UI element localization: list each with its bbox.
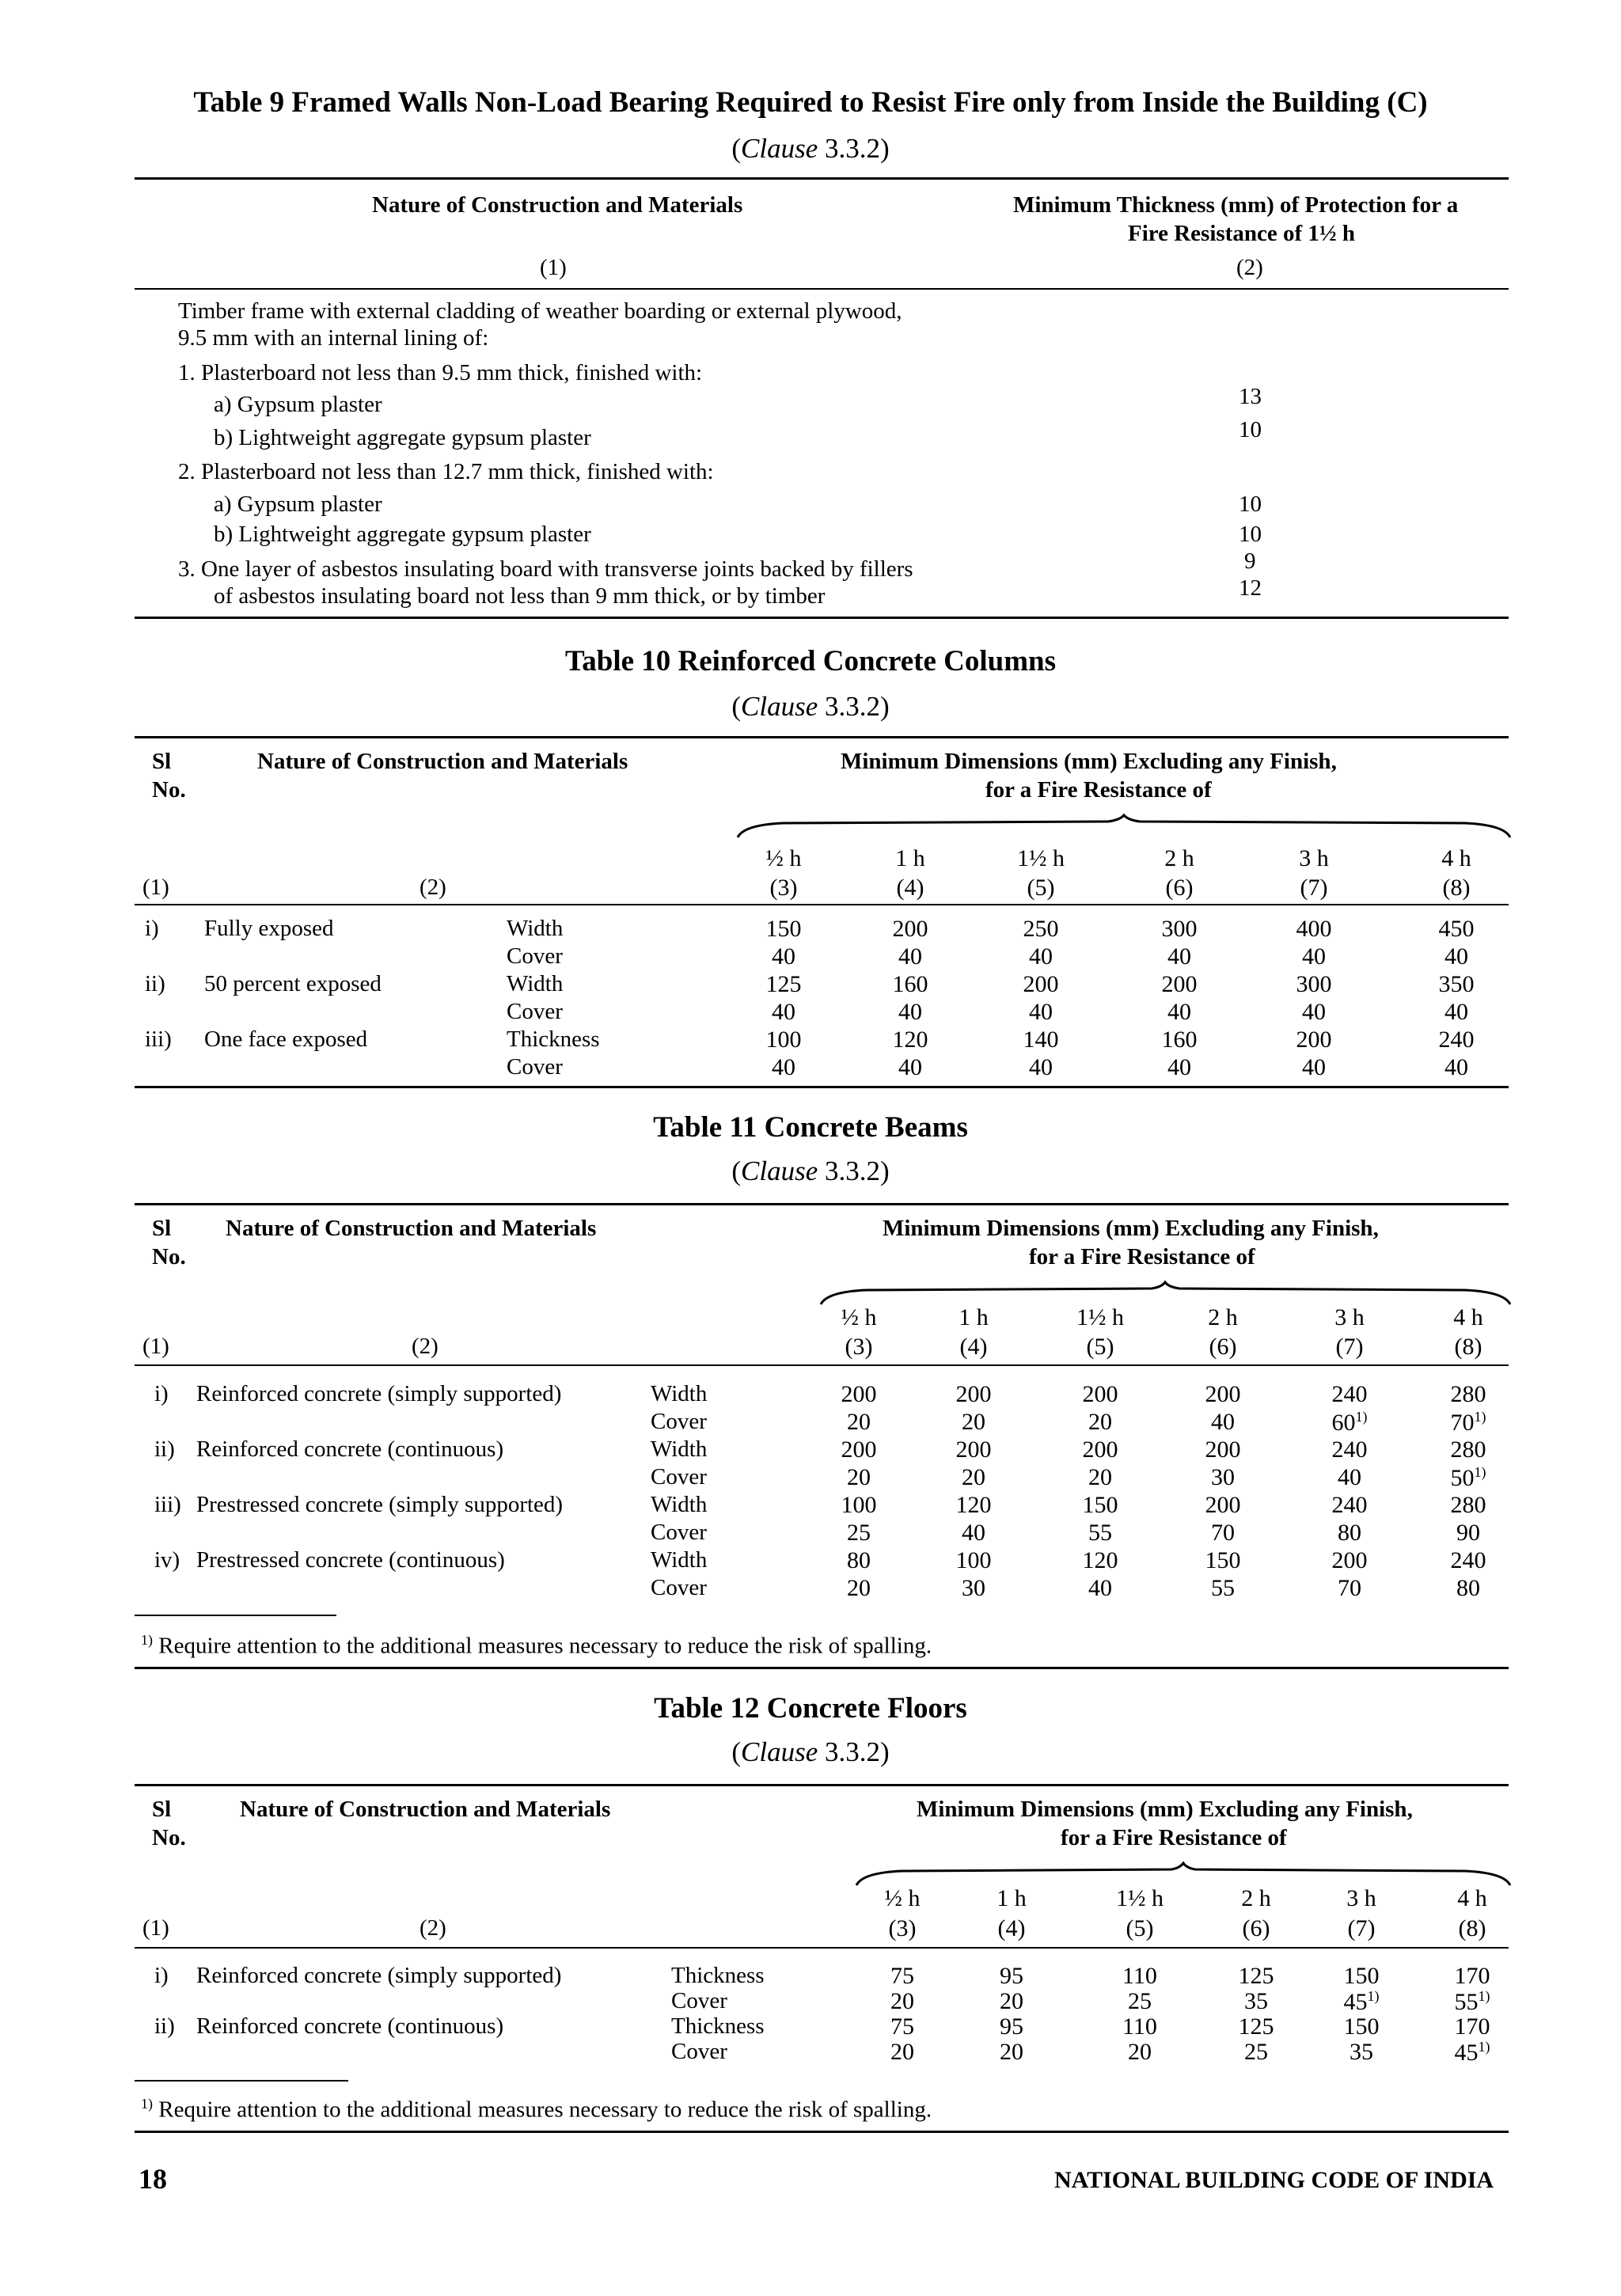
table10-no-header: No. [152, 777, 186, 803]
table11-cell-value: 200 [1331, 1547, 1368, 1573]
table12-cell-value: 35 [1244, 1988, 1268, 2014]
table10-clause: (Clause 3.3.2) [731, 691, 890, 722]
table10-header-rule [135, 904, 1509, 905]
table11-bottom-rule [135, 1667, 1509, 1669]
spalling-footnote-mark: 1) [1355, 1409, 1368, 1425]
table10-cell-value: 40 [1167, 943, 1191, 970]
table11-cell-value: 20 [847, 1409, 871, 1435]
table12-nature-header: Nature of Construction and Materials [240, 1797, 611, 1822]
table12-cell-value: 75 [890, 1963, 914, 1989]
table12-cell-value: 45$^{1)}$ [1343, 1988, 1380, 2015]
table11-row-sl: i) [154, 1381, 169, 1406]
table12-row-sl: i) [154, 1963, 169, 1988]
table12-header-rule [135, 1947, 1509, 1949]
table10-cell-value: 40 [1167, 1054, 1191, 1080]
table11-row-parameter: Width [651, 1436, 708, 1462]
table11-min-header-line2: for a Fire Resistance of [1029, 1244, 1255, 1269]
table11-cell-value: 200 [1205, 1436, 1241, 1463]
table9-item1a-value: 13 [1239, 384, 1262, 409]
table9-bottom-rule [135, 617, 1509, 619]
table10-cell-value: 40 [898, 943, 922, 970]
table10-cell-value: 100 [765, 1027, 802, 1053]
table10-title: Table 10 Reinforced Concrete Columns [564, 645, 1057, 677]
table11-footnote-rule [135, 1615, 336, 1616]
table12-cell-value: 20 [890, 2039, 914, 2065]
spalling-footnote-mark: 1) [1478, 1988, 1490, 2004]
table12-bottom-rule [135, 2131, 1509, 2133]
table9-clause: (Clause 3.3.2) [731, 133, 890, 164]
table11-cell-value: 20 [847, 1464, 871, 1490]
table10-col-number: (5) [1027, 875, 1055, 901]
table10-cell-value: 200 [892, 916, 928, 942]
table11-col-number: (7) [1335, 1334, 1364, 1360]
table12-sl-header: Sl [152, 1797, 172, 1822]
table10-col-number: (7) [1300, 875, 1328, 901]
table10-cell-value: 40 [1302, 943, 1326, 970]
table11-row-parameter: Cover [651, 1575, 707, 1600]
table12-col-number: (4) [997, 1915, 1026, 1941]
table11-row-name: Reinforced concrete (continuous) [196, 1436, 504, 1462]
table11-cell-value: 240 [1450, 1547, 1486, 1573]
table12-cell-value: 20 [1000, 2039, 1023, 2065]
table12-row-parameter: Thickness [671, 1963, 765, 1988]
table10-cell-value: 350 [1438, 971, 1475, 997]
table11-cell-value: 200 [1205, 1381, 1241, 1407]
table11-duration-header: 2 h [1208, 1304, 1238, 1330]
table9-item2a-value: 10 [1239, 491, 1262, 517]
table11-cell-value: 40 [1088, 1575, 1112, 1601]
table11-cell-value: 80 [1456, 1575, 1480, 1601]
table11-cell-value: 240 [1331, 1381, 1368, 1407]
table11-cell-value: 240 [1331, 1492, 1368, 1518]
table10-duration-header: 4 h [1441, 845, 1471, 871]
table11-cell-value: 120 [955, 1492, 992, 1518]
table11-header-brace [819, 1281, 1512, 1312]
table12-row-parameter: Thickness [671, 2013, 765, 2039]
table10-cell-value: 400 [1296, 916, 1332, 942]
table9-item3-value1: 9 [1244, 548, 1256, 574]
table10-cell-value: 150 [765, 916, 802, 942]
table11-col-number: (2) [412, 1334, 438, 1359]
table9-item3-line1: 3. One layer of asbestos insulating board with transverse joints backed by fillers [178, 556, 913, 582]
table12-cell-value: 20 [1000, 1988, 1023, 2014]
table10-cell-value: 125 [765, 971, 802, 997]
table10-row-parameter: Cover [507, 1054, 563, 1080]
table11-col-number: (8) [1454, 1334, 1482, 1360]
table11-header-rule [135, 1364, 1509, 1366]
table9-item2: 2. Plasterboard not less than 12.7 mm thick, finished with: [178, 459, 714, 484]
table11-cell-value: 80 [847, 1547, 871, 1573]
table11-cell-value: 70 [1211, 1520, 1235, 1546]
table12-col-number: (3) [888, 1915, 917, 1941]
table12-cell-value: 35 [1350, 2039, 1373, 2065]
table12-row-parameter: Cover [671, 2039, 727, 2064]
table12-title: Table 12 Concrete Floors [654, 1692, 967, 1725]
table11-col-number: (1) [142, 1334, 169, 1359]
spalling-footnote-mark: 1) [1474, 1409, 1486, 1425]
table11-cell-value: 40 [1338, 1464, 1361, 1490]
table10-nature-header: Nature of Construction and Materials [257, 749, 628, 774]
table12-row-name: Reinforced concrete (simply supported) [196, 1963, 562, 1988]
table10-cell-value: 160 [1161, 1027, 1198, 1053]
table11-cell-value: 200 [1082, 1436, 1118, 1463]
table9-item2b: b) Lightweight aggregate gypsum plaster [214, 522, 591, 547]
table10-cell-value: 200 [1296, 1027, 1332, 1053]
table11-row-name: Prestressed concrete (simply supported) [196, 1492, 564, 1517]
table10-bottom-rule [135, 1086, 1509, 1088]
table11-row-parameter: Width [651, 1381, 708, 1406]
table11-col-number: (6) [1209, 1334, 1237, 1360]
table11-cell-value: 20 [962, 1464, 985, 1490]
table12-row-parameter: Cover [671, 1988, 727, 2013]
table12-row-sl: ii) [154, 2013, 175, 2039]
table10-duration-header: 1½ h [1017, 845, 1065, 871]
table12-footnote: $^{1)}$ Require attention to the additional measures necessary to reduce the risk of spalling. [141, 2096, 932, 2123]
table10-duration-header: ½ h [765, 845, 802, 871]
table11-cell-value: 200 [1082, 1381, 1118, 1407]
table12-footnote-rule [135, 2080, 348, 2082]
table11-cell-value: 60$^{1)}$ [1331, 1409, 1368, 1436]
table9-intro-line2: 9.5 mm with an internal lining of: [178, 325, 489, 351]
table10-cell-value: 250 [1023, 916, 1059, 942]
table10-cell-value: 240 [1438, 1027, 1475, 1053]
table11-row-sl: ii) [154, 1436, 175, 1462]
table11-cell-value: 20 [1088, 1409, 1112, 1435]
table11-cell-value: 280 [1450, 1436, 1486, 1463]
table9-item1b-value: 10 [1239, 417, 1262, 442]
table10-cell-value: 450 [1438, 916, 1475, 942]
table11-duration-header: ½ h [841, 1304, 877, 1330]
table12-duration-header: 4 h [1457, 1885, 1487, 1911]
table11-duration-header: 3 h [1334, 1304, 1365, 1330]
table12-cell-value: 95 [1000, 1963, 1023, 1989]
table12-duration-header: 3 h [1346, 1885, 1376, 1911]
table11-cell-value: 20 [1088, 1464, 1112, 1490]
spalling-footnote-mark: 1) [1474, 1464, 1486, 1480]
table11-row-parameter: Width [651, 1547, 708, 1573]
table10-row-parameter: Thickness [507, 1027, 600, 1052]
table10-col-number: (3) [769, 875, 798, 901]
table12-col-number: (6) [1242, 1915, 1270, 1941]
table10-duration-header: 2 h [1164, 845, 1194, 871]
table12-no-header: No. [152, 1825, 186, 1850]
table9-item3-value2: 12 [1239, 575, 1262, 601]
table11-cell-value: 280 [1450, 1492, 1486, 1518]
table11-cell-value: 280 [1450, 1381, 1486, 1407]
table10-row-parameter: Cover [507, 943, 563, 969]
table12-cell-value: 110 [1122, 2013, 1157, 2040]
table12-row-name: Reinforced concrete (continuous) [196, 2013, 504, 2039]
table11-cell-value: 40 [962, 1520, 985, 1546]
table10-cell-value: 200 [1023, 971, 1059, 997]
table12-cell-value: 75 [890, 2013, 914, 2040]
table9-col2-header-line2: Fire Resistance of 1½ h [1128, 221, 1355, 246]
table9-col2-number: (2) [1236, 255, 1263, 280]
table12-col-number: (1) [142, 1915, 169, 1941]
table11-cell-value: 120 [1082, 1547, 1118, 1573]
table11-cell-value: 20 [962, 1409, 985, 1435]
table10-cell-value: 40 [1167, 999, 1191, 1025]
table12-duration-header: 1½ h [1116, 1885, 1164, 1911]
table10-cell-value: 40 [1444, 1054, 1468, 1080]
table9-item3-line2: of asbestos insulating board not less than 9 mm thick, or by timber [214, 583, 826, 609]
table11-cell-value: 50$^{1)}$ [1450, 1464, 1486, 1491]
table12-cell-value: 150 [1343, 1963, 1380, 1989]
table11-cell-value: 240 [1331, 1436, 1368, 1463]
table10-row-parameter: Cover [507, 999, 563, 1024]
table12-cell-value: 55$^{1)}$ [1454, 1988, 1490, 2015]
table12-min-header-line2: for a Fire Resistance of [1061, 1825, 1287, 1850]
table11-col-number: (3) [845, 1334, 873, 1360]
table10-cell-value: 40 [1444, 943, 1468, 970]
table10-cell-value: 40 [1029, 943, 1053, 970]
table10-cell-value: 40 [772, 943, 795, 970]
table11-col-number: (4) [959, 1334, 988, 1360]
table10-sl-header: Sl [152, 749, 172, 774]
page-number: 18 [139, 2163, 167, 2195]
table11-cell-value: 30 [1211, 1464, 1235, 1490]
table10-row-sl: iii) [145, 1027, 172, 1052]
table10-cell-value: 160 [892, 971, 928, 997]
table11-nature-header: Nature of Construction and Materials [226, 1216, 597, 1241]
table12-cell-value: 25 [1244, 2039, 1268, 2065]
table12-cell-value: 150 [1343, 2013, 1380, 2040]
table11-col-number: (5) [1086, 1334, 1114, 1360]
table12-cell-value: 170 [1454, 2013, 1490, 2040]
table11-row-name: Prestressed concrete (continuous) [196, 1547, 505, 1573]
table11-cell-value: 100 [841, 1492, 877, 1518]
table9-title: Table 9 Framed Walls Non-Load Bearing Required to Resist Fire only from Inside the Building (C) [193, 86, 1428, 119]
table10-row-name: One face exposed [204, 1027, 368, 1052]
table11-top-rule [135, 1203, 1509, 1205]
table12-cell-value: 95 [1000, 2013, 1023, 2040]
table10-cell-value: 300 [1296, 971, 1332, 997]
table11-cell-value: 80 [1338, 1520, 1361, 1546]
table12-top-rule [135, 1784, 1509, 1786]
table10-col-number: (4) [896, 875, 924, 901]
table9-col2-header-line1: Minimum Thickness (mm) of Protection for a [1013, 192, 1459, 218]
table10-cell-value: 40 [1029, 999, 1053, 1025]
table11-cell-value: 200 [1205, 1492, 1241, 1518]
table10-cell-value: 140 [1023, 1027, 1059, 1053]
spalling-footnote-mark: 1) [1478, 2039, 1490, 2055]
table11-row-sl: iv) [154, 1547, 180, 1573]
table10-cell-value: 300 [1161, 916, 1198, 942]
table12-cell-value: 25 [1128, 1988, 1152, 2014]
table11-title: Table 11 Concrete Beams [653, 1111, 968, 1144]
table11-row-parameter: Width [651, 1492, 708, 1517]
table12-cell-value: 125 [1238, 2013, 1274, 2040]
table11-no-header: No. [152, 1244, 186, 1269]
table12-col-number: (7) [1347, 1915, 1376, 1941]
table10-cell-value: 40 [1444, 999, 1468, 1025]
table9-item2b-value: 10 [1239, 522, 1262, 547]
table12-cell-value: 45$^{1)}$ [1454, 2039, 1490, 2066]
table9-item1b: b) Lightweight aggregate gypsum plaster [214, 425, 591, 450]
table9-intro-line1: Timber frame with external cladding of weather boarding or external plywood, [178, 298, 902, 324]
table9-top-rule [135, 177, 1509, 180]
table10-cell-value: 200 [1161, 971, 1198, 997]
table12-duration-header: 1 h [997, 1885, 1027, 1911]
table10-row-parameter: Width [507, 971, 564, 996]
table10-top-rule [135, 736, 1509, 738]
table9-item2a: a) Gypsum plaster [214, 491, 382, 517]
table12-cell-value: 170 [1454, 1963, 1490, 1989]
table10-cell-value: 40 [898, 999, 922, 1025]
table11-clause: (Clause 3.3.2) [731, 1156, 890, 1186]
table11-cell-value: 200 [841, 1381, 877, 1407]
table11-cell-value: 40 [1211, 1409, 1235, 1435]
table11-cell-value: 70 [1338, 1575, 1361, 1601]
table11-cell-value: 70$^{1)}$ [1450, 1409, 1486, 1436]
table11-cell-value: 100 [955, 1547, 992, 1573]
table12-cell-value: 20 [890, 1988, 914, 2014]
table10-duration-header: 1 h [895, 845, 925, 871]
table10-col-number: (1) [142, 875, 169, 900]
table10-min-header-line1: Minimum Dimensions (mm) Excluding any Finish, [841, 749, 1337, 774]
table11-cell-value: 30 [962, 1575, 985, 1601]
table12-min-header-line1: Minimum Dimensions (mm) Excluding any Finish, [917, 1797, 1413, 1822]
table12-clause: (Clause 3.3.2) [731, 1736, 890, 1767]
table12-duration-header: 2 h [1241, 1885, 1271, 1911]
table11-row-sl: iii) [154, 1492, 181, 1517]
table10-min-header-line2: for a Fire Resistance of [985, 777, 1212, 803]
table10-col-number: (2) [419, 875, 446, 900]
table11-cell-value: 150 [1205, 1547, 1241, 1573]
table11-min-header-line1: Minimum Dimensions (mm) Excluding any Finish, [883, 1216, 1379, 1241]
table10-cell-value: 40 [1302, 999, 1326, 1025]
table10-col-number: (6) [1165, 875, 1194, 901]
table11-cell-value: 200 [955, 1436, 992, 1463]
table9-col1-header: Nature of Construction and Materials [372, 192, 743, 218]
table9-header-rule [135, 288, 1509, 290]
table12-cell-value: 110 [1122, 1963, 1157, 1989]
table11-cell-value: 200 [841, 1436, 877, 1463]
table12-col-number: (5) [1126, 1915, 1154, 1941]
table12-duration-header: ½ h [884, 1885, 921, 1911]
spalling-footnote-mark: 1) [1367, 1988, 1380, 2004]
table11-duration-header: 1½ h [1076, 1304, 1124, 1330]
table10-header-brace [736, 814, 1512, 845]
table10-cell-value: 40 [772, 1054, 795, 1080]
table11-cell-value: 200 [955, 1381, 992, 1407]
table10-cell-value: 40 [898, 1054, 922, 1080]
table11-cell-value: 25 [847, 1520, 871, 1546]
table11-duration-header: 1 h [959, 1304, 989, 1330]
table12-col-number: (8) [1458, 1915, 1486, 1941]
table11-cell-value: 90 [1456, 1520, 1480, 1546]
table10-cell-value: 40 [1029, 1054, 1053, 1080]
table12-cell-value: 125 [1238, 1963, 1274, 1989]
table11-duration-header: 4 h [1453, 1304, 1483, 1330]
table11-cell-value: 55 [1211, 1575, 1235, 1601]
table9-item1: 1. Plasterboard not less than 9.5 mm thick, finished with: [178, 360, 703, 385]
table9-item1a: a) Gypsum plaster [214, 392, 382, 417]
table11-cell-value: 55 [1088, 1520, 1112, 1546]
table10-cell-value: 40 [1302, 1054, 1326, 1080]
table10-row-parameter: Width [507, 916, 564, 941]
table11-row-parameter: Cover [651, 1464, 707, 1490]
table10-row-name: 50 percent exposed [204, 971, 382, 996]
table9-col1-number: (1) [540, 255, 567, 280]
table11-footnote: $^{1)}$ Require attention to the additional measures necessary to reduce the risk of spalling. [141, 1632, 932, 1659]
table11-cell-value: 150 [1082, 1492, 1118, 1518]
table10-col-number: (8) [1442, 875, 1471, 901]
table11-row-parameter: Cover [651, 1520, 707, 1545]
table11-sl-header: Sl [152, 1216, 172, 1241]
table10-row-name: Fully exposed [204, 916, 334, 941]
publication-name: NATIONAL BUILDING CODE OF INDIA [1054, 2167, 1494, 2193]
table11-row-name: Reinforced concrete (simply supported) [196, 1381, 562, 1406]
table12-col-number: (2) [419, 1915, 446, 1941]
table10-row-sl: ii) [145, 971, 165, 996]
table12-cell-value: 20 [1128, 2039, 1152, 2065]
table11-cell-value: 20 [847, 1575, 871, 1601]
table10-cell-value: 120 [892, 1027, 928, 1053]
table10-duration-header: 3 h [1299, 845, 1329, 871]
table11-row-parameter: Cover [651, 1409, 707, 1434]
table10-row-sl: i) [145, 916, 159, 941]
table10-cell-value: 40 [772, 999, 795, 1025]
